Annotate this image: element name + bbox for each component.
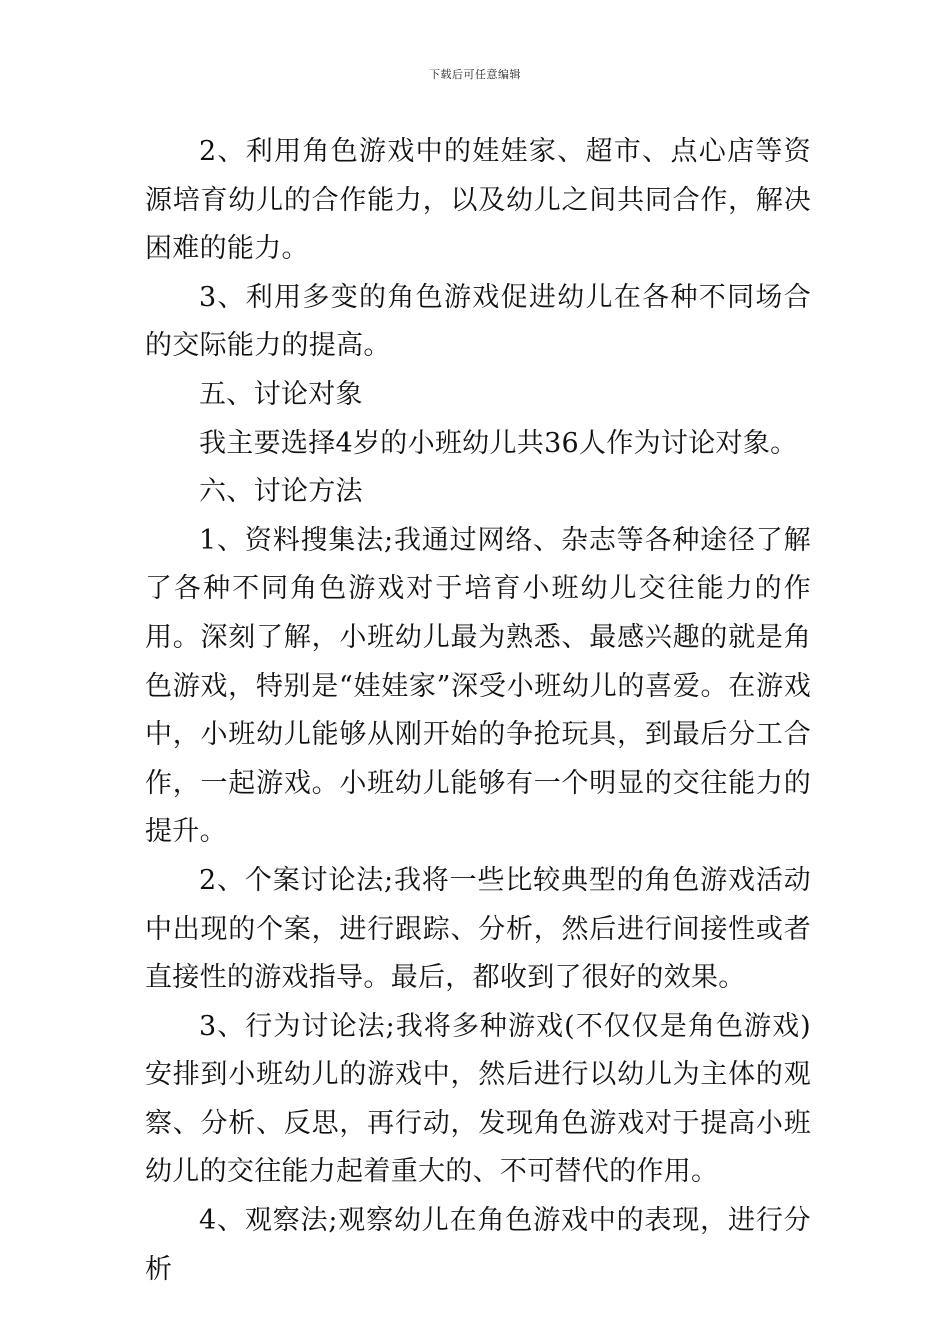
paragraph-method-3: 3、行为讨论法;我将多种游戏(不仅仅是角色游戏)安排到小班幼儿的游戏中，然后进行以幼儿为主体的观察、分析、反思，再行动，发现角色游戏对于提高小班幼儿的交往能力起着重大的、不可替代的作用。: [145, 1010, 811, 1188]
document-body: [145, 128, 811, 1294]
paragraph-goal-2: 2、利用角色游戏中的娃娃家、超市、点心店等资源培育幼儿的合作能力，以及幼儿之间共同合作，解决困难的能力。: [145, 136, 811, 265]
paragraph-method-4: 4、观察法;观察幼儿在角色游戏中的表现，进行分析: [145, 1205, 811, 1285]
paragraph-method-2: 2、个案讨论法;我将一些比较典型的角色游戏活动中出现的个案，进行跟踪、分析，然后进行间接性或者直接性的游戏指导。最后，都收到了很好的效果。: [145, 864, 811, 994]
paragraph-subjects: 我主要选择4岁的小班幼儿共36人作为讨论对象。: [199, 427, 798, 459]
section-heading-subjects: 五、讨论对象: [199, 378, 363, 410]
paragraph-goal-3: 3、利用多变的角色游戏促进幼儿在各种不同场合的交际能力的提高。: [145, 281, 811, 362]
page-header: 下载后可任意编辑: [429, 68, 521, 81]
paragraph-method-1: 1、资料搜集法;我通过网络、杂志等各种途径了解了各种不同角色游戏对于培育小班幼儿交往能力的作用。深刻了解，小班幼儿最为熟悉、最感兴趣的就是角色游戏，特别是“娃娃家”深受小班幼儿的喜爱。在游戏中，小班幼儿能够从刚开始的争抢玩具，到最后分工合作，一起游戏。小班幼儿能够有一个明显的交往能力的提升。: [145, 524, 811, 848]
section-heading-methods: 六、讨论方法: [199, 476, 363, 508]
